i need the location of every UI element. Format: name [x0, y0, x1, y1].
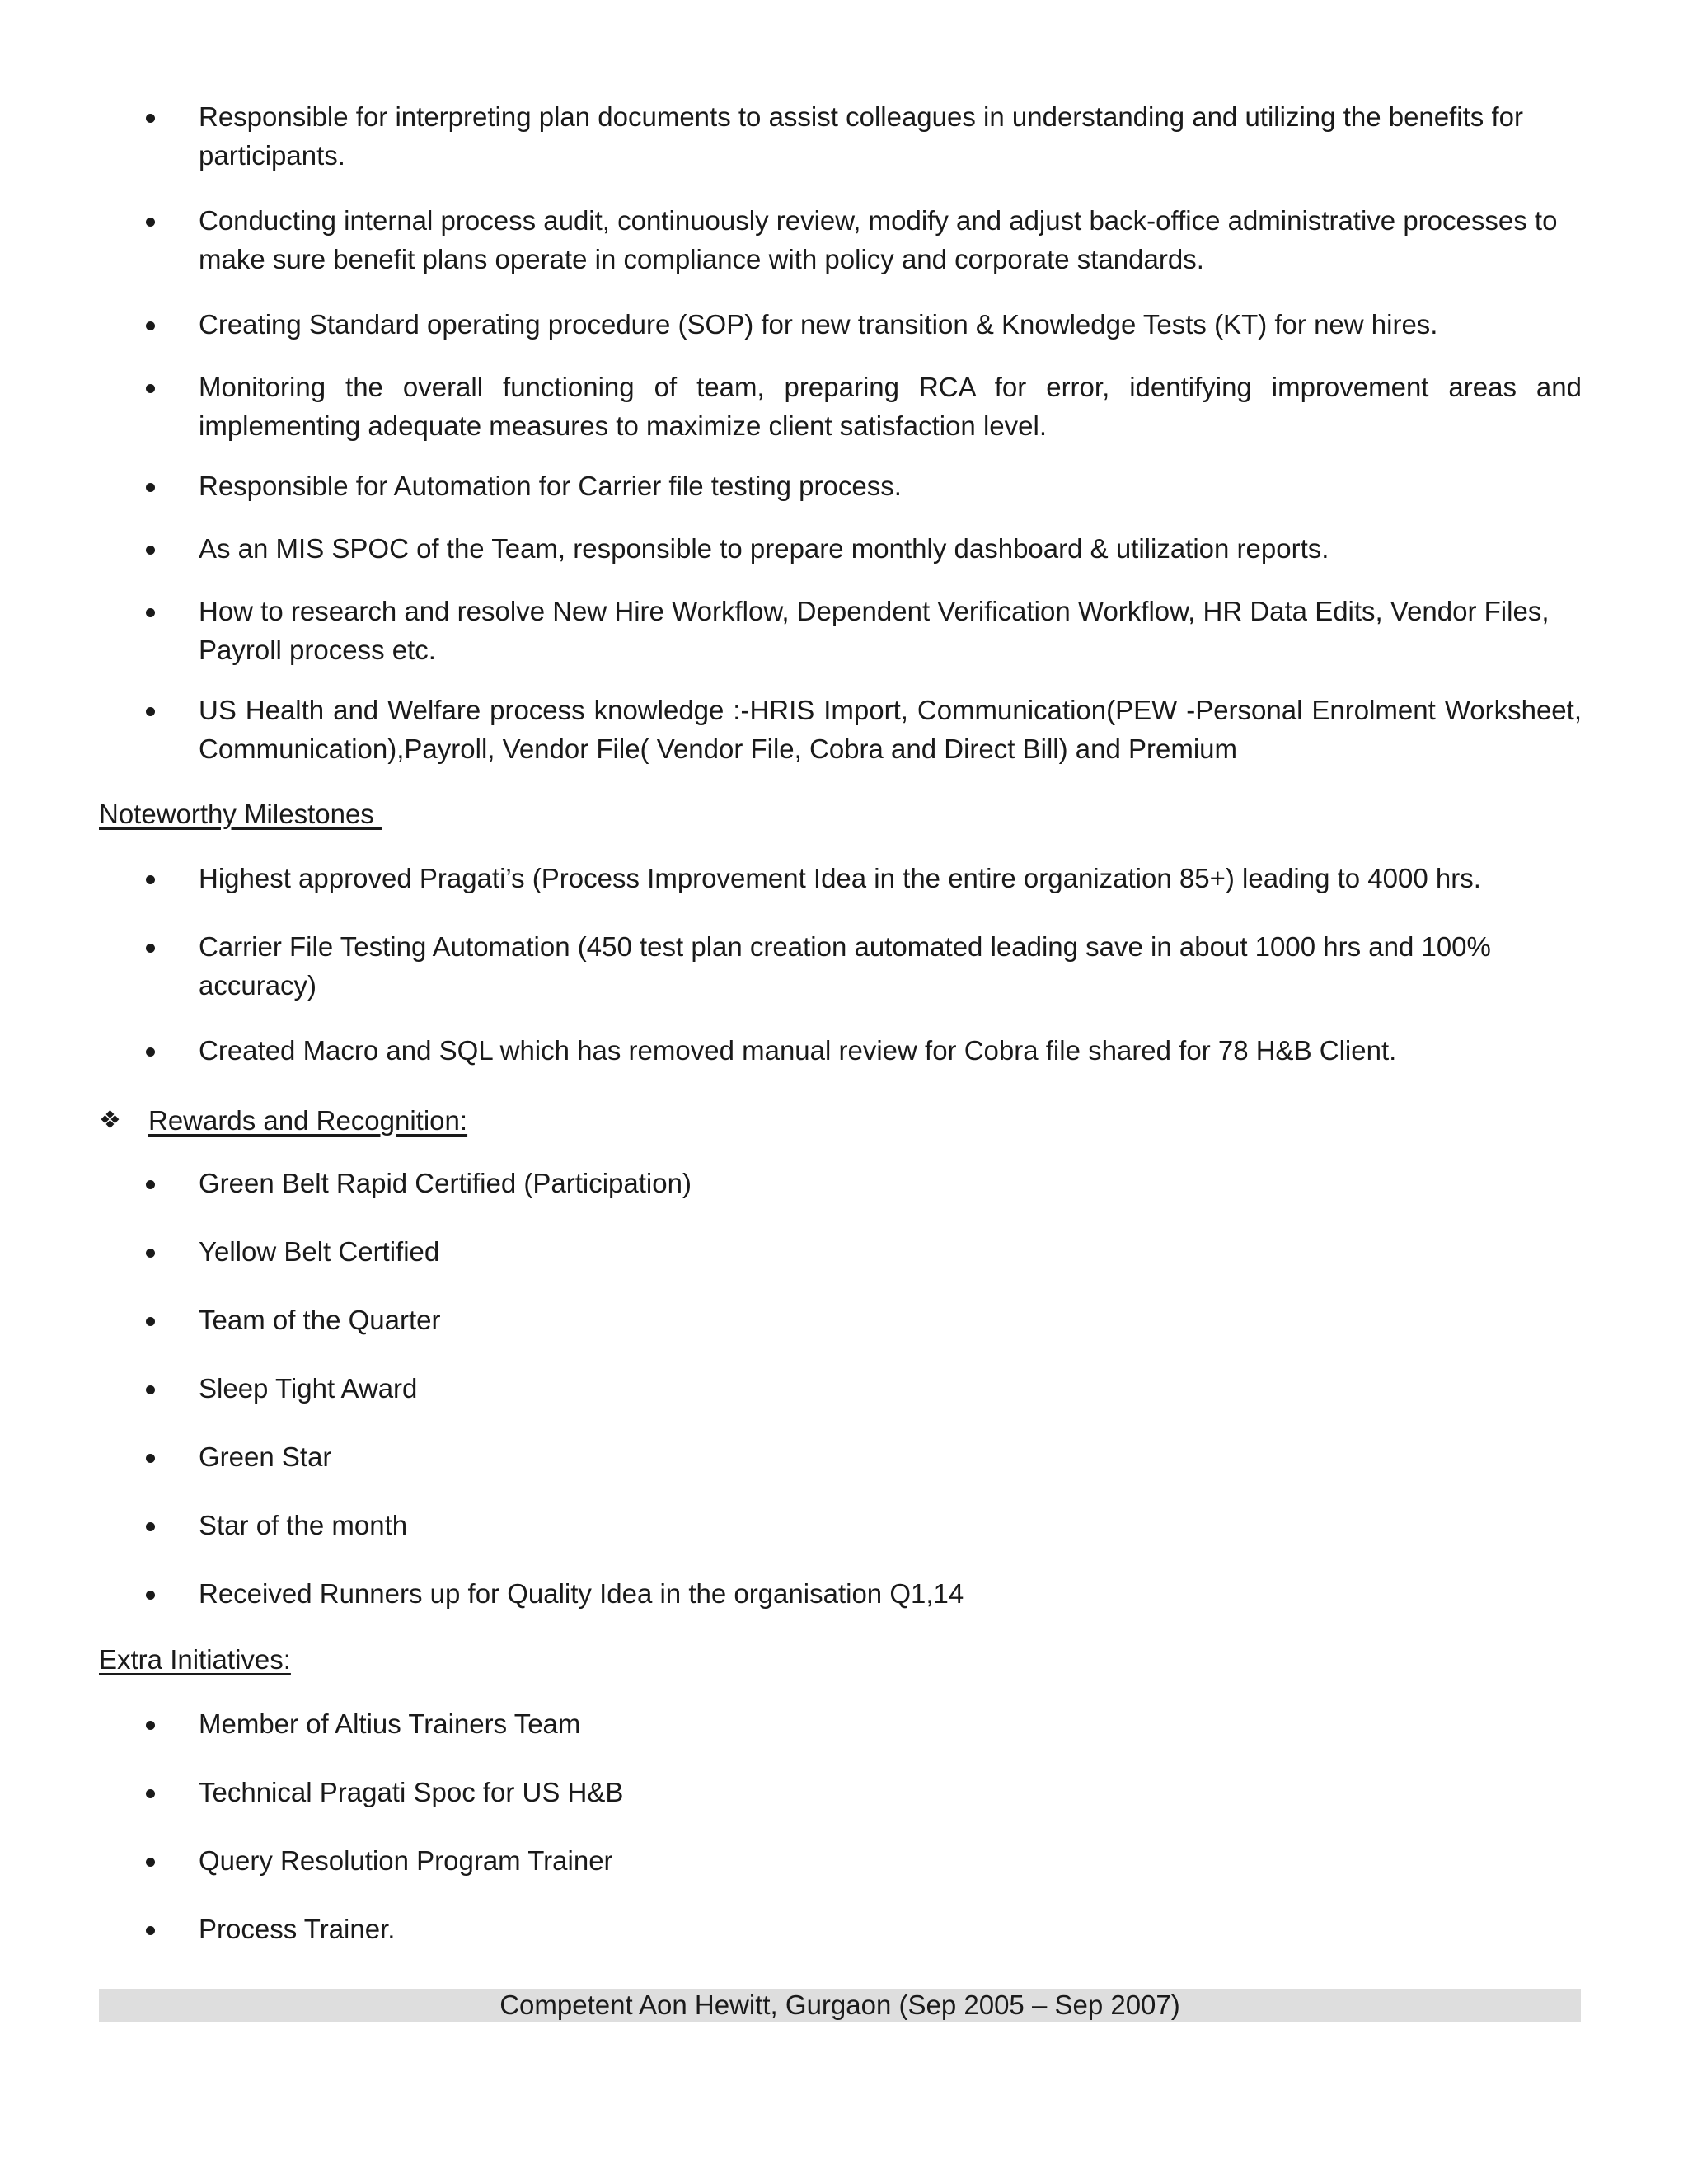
list-item-text: Carrier File Testing Automation (450 test plan creation automated leading save in about 1000 hrs and 100% accuracy) [199, 931, 1491, 1001]
list-item-text: Technical Pragati Spoc for US H&B [199, 1777, 624, 1807]
list-item-text: US Health and Welfare process knowledge :-HRIS Import, Communication(PEW -Personal Enrolment Worksheet, Communication),Payroll, Vendor File( Vendor File, Cobra and Direct Bill) and Premium [199, 695, 1582, 764]
bullet-icon [146, 483, 155, 492]
list-item-text: As an MIS SPOC of the Team, responsible to prepare monthly dashboard & utilization reports. [199, 533, 1329, 564]
bullet-icon [146, 1926, 155, 1935]
diamond-bullet-icon: ❖ [99, 1107, 121, 1134]
rewards-heading [99, 1101, 593, 1140]
list-item-text: Monitoring the overall functioning of team, preparing RCA for error, identifying improvement areas and implementing adequate measures to maximize client satisfaction level. [199, 372, 1582, 441]
list-item [0, 368, 1582, 466]
bullet-icon [146, 608, 155, 617]
bullet-icon [146, 218, 155, 227]
list-item [0, 1773, 1582, 1841]
list-item [0, 1164, 1582, 1232]
list-item-text: Received Runners up for Quality Idea in the organisation Q1,14 [199, 1578, 964, 1609]
list-item [0, 1232, 1582, 1301]
list-item [0, 1841, 1582, 1910]
list-item-text: Query Resolution Program Trainer [199, 1845, 613, 1876]
list-item [0, 1437, 1582, 1506]
bullet-icon [146, 1591, 155, 1600]
bullet-icon [146, 1385, 155, 1394]
list-item-text: Star of the month [199, 1510, 408, 1540]
list-item [0, 97, 1582, 201]
list-item-text: Sleep Tight Award [199, 1373, 418, 1404]
responsibilities-list [0, 97, 1688, 768]
bullet-icon [146, 1858, 155, 1867]
list-item [0, 201, 1582, 305]
bullet-icon [146, 546, 155, 555]
list-item-text: Process Trainer. [199, 1914, 396, 1944]
list-item-text: Creating Standard operating procedure (SOP) for new transition & Knowledge Tests (KT) for new hires. [199, 309, 1438, 340]
bullet-icon [146, 1454, 155, 1463]
bullet-icon [146, 1317, 155, 1326]
list-item [0, 466, 1582, 529]
employment-banner: Competent Aon Hewitt, Gurgaon (Sep 2005 – Sep 2007) [99, 1989, 1581, 2022]
list-item [0, 859, 1582, 927]
rewards-list [0, 1164, 1688, 1643]
list-item-text: How to research and resolve New Hire Workflow, Dependent Verification Workflow, HR Data Edits, Vendor Files, Payroll process etc. [199, 596, 1550, 665]
list-item [0, 691, 1582, 768]
list-item [0, 1910, 1582, 1978]
list-item [0, 1574, 1582, 1643]
bullet-icon [146, 875, 155, 884]
list-item-text: Responsible for interpreting plan documents to assist colleagues in understanding and utilizing the benefits for participants. [199, 101, 1523, 171]
list-item [0, 1031, 1582, 1094]
rewards-heading-label: Rewards and Recognition: [148, 1105, 468, 1136]
list-item-text: Yellow Belt Certified [199, 1236, 440, 1267]
bullet-icon [146, 384, 155, 393]
list-item-text: Green Belt Rapid Certified (Participation) [199, 1168, 692, 1198]
bullet-icon [146, 944, 155, 953]
milestones-heading: Noteworthy Milestones [99, 799, 382, 829]
list-item [0, 305, 1582, 368]
list-item [0, 1704, 1582, 1773]
bullet-icon [146, 1180, 155, 1189]
list-item-text: Highest approved Pragati’s (Process Improvement Idea in the entire organization 85+) leading to 4000 hrs. [199, 863, 1481, 893]
list-item-text: Team of the Quarter [199, 1305, 441, 1335]
bullet-icon [146, 321, 155, 330]
list-item-text: Member of Altius Trainers Team [199, 1708, 581, 1739]
list-item-text: Conducting internal process audit, continuously review, modify and adjust back-office administrative processes to make sure benefit plans operate in compliance with policy and corporate standards. [199, 205, 1558, 274]
bullet-icon [146, 1721, 155, 1730]
list-item [0, 927, 1582, 1031]
list-item-text: Green Star [199, 1441, 332, 1472]
bullet-icon [146, 1789, 155, 1798]
list-item [0, 592, 1582, 691]
list-item [0, 1301, 1582, 1369]
milestones-list [0, 859, 1688, 1094]
bullet-icon [146, 1047, 155, 1057]
bullet-icon [146, 114, 155, 123]
list-item [0, 529, 1582, 592]
list-item [0, 1506, 1582, 1574]
bullet-icon [146, 1522, 155, 1531]
list-item [0, 1369, 1582, 1437]
extra-initiatives-heading: Extra Initiatives: [99, 1644, 291, 1675]
list-item-text: Created Macro and SQL which has removed manual review for Cobra file shared for 78 H&B Client. [199, 1035, 1397, 1066]
bullet-icon [146, 707, 155, 716]
extra-initiatives-list [0, 1704, 1688, 1978]
list-item-text: Responsible for Automation for Carrier file testing process. [199, 471, 902, 501]
bullet-icon [146, 1249, 155, 1258]
